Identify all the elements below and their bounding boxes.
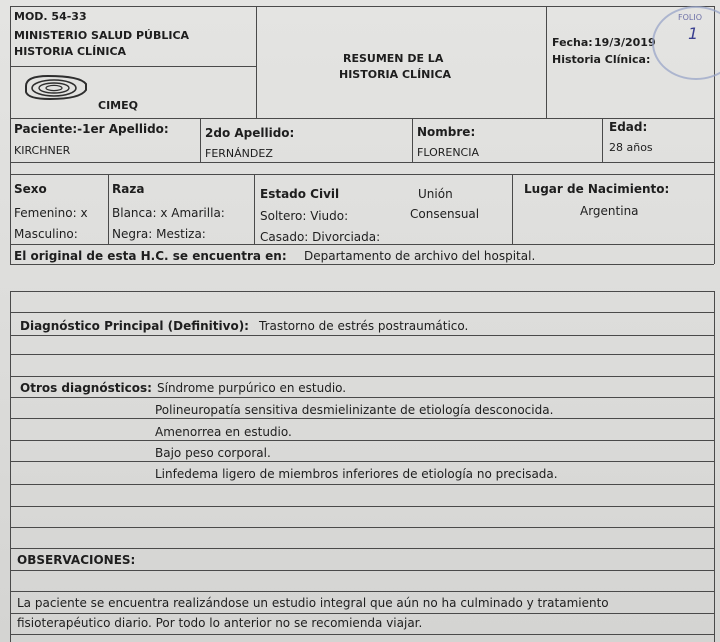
original-location-label: El original de esta H.C. se encuentra en: — [14, 249, 287, 263]
rule — [10, 591, 714, 592]
rule — [512, 174, 513, 244]
ministry-name: MINISTERIO SALUD PÚBLICA — [14, 29, 190, 42]
model-number: MOD. 54-33 — [14, 10, 87, 23]
cimeq-logo — [22, 72, 92, 104]
rule — [254, 174, 255, 244]
raza-row-2: Negra: Mestiza: — [112, 227, 206, 241]
otros-diagnostico-item: Polineuropatía sensitiva desmielinizante de etiología desconocida. — [155, 403, 554, 417]
title-line-1: RESUMEN DE LA — [343, 52, 444, 65]
estado-civil-label: Estado Civil — [260, 187, 340, 201]
apellido2-value: FERNÁNDEZ — [205, 147, 273, 160]
rule — [10, 6, 714, 7]
diagnostico-principal-value: Trastorno de estrés postraumático. — [259, 319, 469, 333]
logo-text: CIMEQ — [98, 99, 138, 112]
rule — [10, 244, 714, 245]
diagnostico-principal-label: Diagnóstico Principal (Definitivo): — [20, 319, 249, 333]
rule — [10, 66, 256, 67]
rule — [10, 174, 714, 175]
rule — [10, 335, 714, 336]
rule — [200, 118, 201, 162]
observaciones-line-1: La paciente se encuentra realizándose un estudio integral que aún no ha culminado y tratamiento — [17, 596, 609, 610]
rule — [10, 291, 11, 642]
rule — [546, 6, 547, 118]
estado-row-1: Soltero: Viudo: — [260, 209, 349, 223]
rule — [108, 174, 109, 244]
lugar-nacimiento-label: Lugar de Nacimiento: — [524, 182, 670, 196]
title-line-2: HISTORIA CLÍNICA — [339, 68, 452, 81]
observaciones-label: OBSERVACIONES: — [17, 553, 136, 567]
rule — [10, 613, 714, 614]
rule — [10, 440, 714, 441]
fecha-label: Fecha: — [552, 36, 593, 49]
otros-diagnostico-item: Amenorrea en estudio. — [155, 425, 292, 439]
rule — [10, 376, 714, 377]
form-type: HISTORIA CLÍNICA — [14, 45, 127, 58]
rule — [10, 312, 714, 313]
rule — [10, 6, 11, 264]
rule — [256, 6, 257, 118]
rule — [412, 118, 413, 162]
rule — [10, 291, 714, 292]
rule — [602, 118, 603, 162]
sexo-masculino: Masculino: — [14, 227, 78, 241]
historia-clinica-label: Historia Clínica: — [552, 53, 651, 66]
rule — [10, 118, 714, 119]
rule — [10, 570, 714, 571]
raza-row-1: Blanca: x Amarilla: — [112, 206, 225, 220]
estado-row-2: Casado: Divorciada: — [260, 230, 381, 244]
otros-diagnosticos-label: Otros diagnósticos: — [20, 381, 152, 395]
folio-stamp-text: FOLIO — [678, 13, 703, 22]
rule — [10, 484, 714, 485]
apellido2-label: 2do Apellido: — [205, 126, 295, 140]
sexo-label: Sexo — [14, 182, 47, 196]
original-location-value: Departamento de archivo del hospital. — [304, 249, 536, 263]
lugar-nacimiento-value: Argentina — [580, 204, 639, 218]
rule — [10, 634, 714, 635]
edad-label: Edad: — [609, 120, 648, 134]
otros-diagnostico-item: Bajo peso corporal. — [155, 446, 271, 460]
nombre-value: FLORENCIA — [417, 146, 479, 159]
rule — [10, 418, 714, 419]
observaciones-line-2: fisioterapéutico diario. Por todo lo anterior no se recomienda viajar. — [17, 616, 423, 630]
edad-value: 28 años — [609, 141, 653, 154]
union-line-1: Unión — [418, 187, 453, 201]
apellido1-label: Paciente:-1er Apellido: — [14, 122, 169, 136]
apellido1-value: KIRCHNER — [14, 144, 71, 157]
otros-diagnostico-item: Síndrome purpúrico en estudio. — [157, 381, 347, 395]
rule — [10, 162, 714, 163]
folio-stamp-number: 1 — [688, 24, 699, 43]
sexo-femenino: Femenino: x — [14, 206, 88, 220]
rule — [10, 397, 714, 398]
nombre-label: Nombre: — [417, 125, 476, 139]
rule — [10, 264, 714, 265]
rule — [10, 354, 714, 355]
rule — [10, 548, 714, 549]
rule — [714, 291, 715, 642]
rule — [10, 506, 714, 507]
rule — [10, 527, 714, 528]
union-line-2: Consensual — [410, 207, 480, 221]
fecha-value: 19/3/2019 — [594, 36, 656, 49]
rule — [10, 461, 714, 462]
otros-diagnostico-item: Linfedema ligero de miembros inferiores de etiología no precisada. — [155, 467, 558, 481]
raza-label: Raza — [112, 182, 145, 196]
